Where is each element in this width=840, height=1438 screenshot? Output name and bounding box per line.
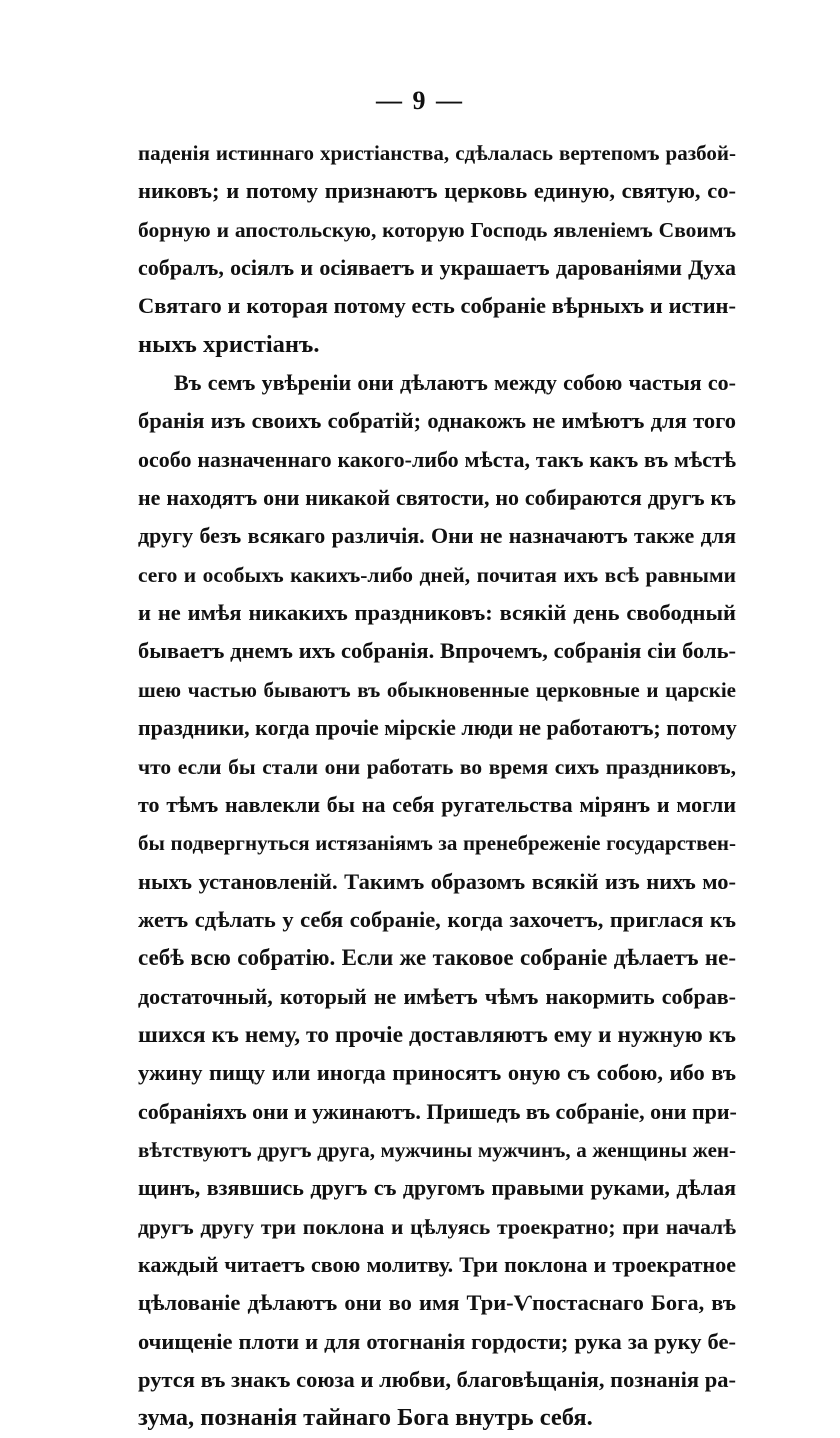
text-line: Святаго и которая потому есть собраніе вѣрныхъ и истин- bbox=[138, 293, 736, 319]
text-line: собраніяхъ они и ужинаютъ. Пришедъ въ собраніе, они при- bbox=[138, 1098, 737, 1124]
text-line: бы подвергнуться истязаніямъ за пренебреженіе государствен- bbox=[138, 831, 736, 856]
text-line: никовъ; и потому признаютъ церковь единую, святую, со- bbox=[138, 178, 736, 204]
page-number: — 9 — bbox=[376, 86, 464, 115]
text-line: и не имѣя никакихъ праздниковъ: всякій день свободный bbox=[138, 600, 736, 626]
paragraph-end-line: зума, познанія тайнаго Бога внутрь себя. bbox=[138, 1404, 593, 1432]
text-line: другу безъ всякаго различія. Они не назначаютъ также для bbox=[138, 523, 736, 549]
text-line: себѣ всю собратію. Если же таковое собраніе дѣлаетъ не- bbox=[138, 945, 736, 971]
text-line: жетъ сдѣлать у себя собраніе, когда захочетъ, приглася къ bbox=[138, 906, 736, 932]
paragraph-first-line: Въ семъ увѣреніи они дѣлаютъ между собою частыя со- bbox=[174, 370, 736, 396]
text-line: бранія изъ своихъ собратій; однакожъ не имѣютъ для того bbox=[138, 408, 736, 434]
text-line: очищеніе плоти и для отогнанія гордости; рука за руку бе- bbox=[138, 1328, 736, 1354]
text-line: шею частью бываютъ въ обыкновенные церковные и царскіе bbox=[138, 677, 736, 702]
text-line: достаточный, который не имѣетъ чѣмъ накормить собрав- bbox=[138, 983, 736, 1009]
text-line: ныхъ установленій. Такимъ образомъ всякій изъ нихъ мо- bbox=[138, 868, 736, 894]
text-line: вѣтствуютъ другъ друга, мужчины мужчинъ, а женщины жен- bbox=[138, 1137, 736, 1162]
text-line: борную и апостольскую, которую Господь явленіемъ Своимъ bbox=[138, 217, 736, 242]
text-line: не находятъ они никакой святости, но собираются другъ къ bbox=[138, 485, 736, 511]
body-text bbox=[138, 134, 736, 1438]
text-line: особо назначеннаго какого-либо мѣста, такъ какъ въ мѣстѣ bbox=[138, 446, 736, 472]
text-line: каждый читаетъ свою молитву. Три поклона и троекратное bbox=[138, 1251, 736, 1277]
text-line: щинъ, взявшись другъ съ другомъ правыми руками, дѣлая bbox=[138, 1175, 736, 1201]
text-line: ужину пищу или иногда приносятъ оную съ собою, ибо въ bbox=[138, 1060, 736, 1086]
text-line: собралъ, осіялъ и осіяваетъ и украшаетъ дарованіями Духа bbox=[138, 255, 736, 281]
text-line: другъ другу три поклона и цѣлуясь троекратно; при началѣ bbox=[138, 1214, 736, 1239]
text-line: цѣлованіе дѣлаютъ они во имя Три-Ѵпостаснаго Бога, въ bbox=[138, 1290, 736, 1316]
text-line: шихся къ нему, то прочіе доставляютъ ему и нужную къ bbox=[138, 1021, 736, 1048]
paragraph-end-line: ныхъ христіанъ. bbox=[138, 330, 320, 358]
text-line: то тѣмъ навлекли бы на себя ругательства мірянъ и могли bbox=[138, 791, 736, 817]
text-line: сего и особыхъ какихъ-либо дней, почитая ихъ всѣ равными bbox=[138, 562, 736, 587]
text-line: паденія истиннаго христіанства, сдѣлалась вертепомъ разбой- bbox=[138, 141, 736, 165]
text-line: праздники, когда прочіе мірскіе люди не работаютъ; потому bbox=[138, 715, 737, 741]
text-line: рутся въ знакъ союза и любви, благовѣщанія, познанія ра- bbox=[138, 1367, 736, 1392]
text-line: что если бы стали они работать во время сихъ праздниковъ, bbox=[138, 754, 736, 779]
text-line: бываетъ днемъ ихъ собранія. Впрочемъ, собранія сіи боль- bbox=[138, 638, 736, 664]
